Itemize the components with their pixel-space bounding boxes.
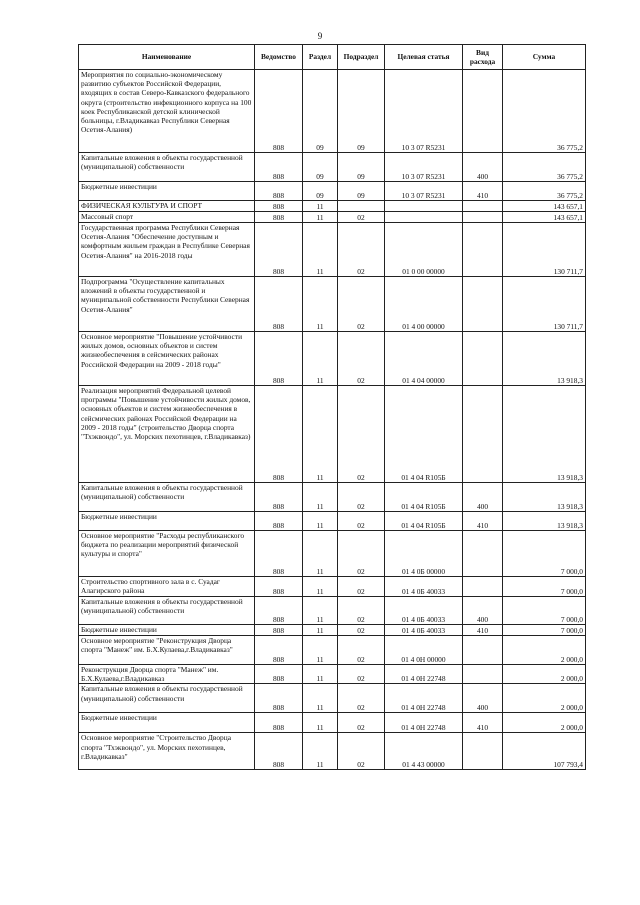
cell-section: 11	[303, 212, 338, 223]
cell-subsection: 09	[338, 153, 385, 182]
cell-department: 808	[255, 665, 303, 684]
cell-subsection: 02	[338, 577, 385, 597]
cell-name: Мероприятия по социально-экономическому развитию субъектов Российской Федерации, входящих в состав Северо-Кавказского федерального округа (строительство инфекционного корпуса на 100 коек Республиканской детской клинической больницы, г.Владикавказ Республики Северная Осетия-Алания)	[79, 70, 255, 153]
cell-subsection: 02	[338, 386, 385, 483]
table-row	[79, 733, 586, 770]
cell-expense-type: 410	[463, 512, 503, 531]
cell-department: 808	[255, 531, 303, 577]
cell-expense-type	[463, 531, 503, 577]
cell-expense-type	[463, 201, 503, 212]
cell-name: ФИЗИЧЕСКАЯ КУЛЬТУРА И СПОРТ	[79, 201, 255, 212]
cell-department: 808	[255, 713, 303, 733]
cell-expense-type: 400	[463, 597, 503, 625]
cell-expense-type: 410	[463, 625, 503, 636]
cell-department: 808	[255, 70, 303, 153]
cell-expense-type	[463, 386, 503, 483]
header-department: Ведомство	[255, 45, 303, 70]
cell-amount: 7 000,0	[503, 625, 586, 636]
cell-subsection: 02	[338, 512, 385, 531]
cell-department: 808	[255, 212, 303, 223]
cell-subsection: 02	[338, 733, 385, 770]
cell-section: 09	[303, 153, 338, 182]
table-row	[79, 70, 586, 153]
cell-section: 11	[303, 483, 338, 512]
cell-expense-type	[463, 70, 503, 153]
cell-target: 01 4 04 00000	[385, 332, 463, 386]
cell-name: Капитальные вложения в объекты государственной (муниципальной) собственности	[79, 597, 255, 625]
cell-section: 09	[303, 70, 338, 153]
cell-subsection: 02	[338, 684, 385, 713]
table-row	[79, 625, 586, 636]
cell-target: 01 4 04 R105Б	[385, 483, 463, 512]
cell-department: 808	[255, 201, 303, 212]
cell-name: Массовый спорт	[79, 212, 255, 223]
cell-target: 01 4 04 R105Б	[385, 386, 463, 483]
cell-subsection	[338, 201, 385, 212]
cell-subsection: 09	[338, 70, 385, 153]
cell-subsection: 02	[338, 665, 385, 684]
cell-target: 01 4 0Н 22748	[385, 684, 463, 713]
cell-name: Реконструкция Дворца спорта "Манеж" им. Б.Х.Кулаева,г.Владикавказ	[79, 665, 255, 684]
cell-expense-type	[463, 332, 503, 386]
cell-subsection: 02	[338, 713, 385, 733]
cell-amount: 36 775,2	[503, 182, 586, 201]
cell-section: 11	[303, 733, 338, 770]
table-row	[79, 201, 586, 212]
cell-name: Строительство спортивного зала в с. Суадаг Алагирского района	[79, 577, 255, 597]
cell-department: 808	[255, 386, 303, 483]
cell-amount: 2 000,0	[503, 636, 586, 665]
cell-department: 808	[255, 182, 303, 201]
cell-section: 11	[303, 512, 338, 531]
cell-section: 11	[303, 684, 338, 713]
cell-section: 11	[303, 531, 338, 577]
cell-subsection: 02	[338, 636, 385, 665]
cell-expense-type	[463, 665, 503, 684]
cell-name: Основное мероприятие "Повышение устойчивости жилых домов, основных объектов и систем жизнеобеспечения в сейсмических районах Российской Федерации на 2009 - 2018 годы"	[79, 332, 255, 386]
cell-expense-type	[463, 636, 503, 665]
cell-section: 11	[303, 625, 338, 636]
cell-amount: 143 657,1	[503, 201, 586, 212]
table-row	[79, 212, 586, 223]
cell-name: Капитальные вложения в объекты государственной (муниципальной) собственности	[79, 483, 255, 512]
cell-expense-type: 400	[463, 684, 503, 713]
table-row	[79, 665, 586, 684]
cell-expense-type	[463, 733, 503, 770]
table-row	[79, 182, 586, 201]
cell-amount: 143 657,1	[503, 212, 586, 223]
table-row	[79, 577, 586, 597]
cell-name: Бюджетные инвестиции	[79, 625, 255, 636]
cell-amount: 7 000,0	[503, 577, 586, 597]
cell-target: 01 4 0Н 00000	[385, 636, 463, 665]
budget-table	[78, 44, 586, 770]
cell-target: 01 4 43 00000	[385, 733, 463, 770]
cell-amount: 130 711,7	[503, 277, 586, 332]
cell-target: 10 3 07 R5231	[385, 153, 463, 182]
cell-section: 11	[303, 223, 338, 277]
cell-target: 01 4 04 R105Б	[385, 512, 463, 531]
table-row	[79, 386, 586, 483]
cell-section: 11	[303, 597, 338, 625]
cell-department: 808	[255, 684, 303, 713]
cell-section: 11	[303, 577, 338, 597]
table-body	[79, 70, 586, 770]
cell-department: 808	[255, 636, 303, 665]
cell-name: Основное мероприятие "Расходы республиканского бюджета по реализации мероприятий физической культуры и спорта"	[79, 531, 255, 577]
table-row	[79, 512, 586, 531]
cell-expense-type: 410	[463, 182, 503, 201]
table-row	[79, 153, 586, 182]
cell-subsection: 09	[338, 182, 385, 201]
cell-section: 09	[303, 182, 338, 201]
cell-name: Реализация мероприятий Федеральной целевой программы "Повышение устойчивости жилых домов, основных объектов и систем жизнеобеспечения в сейсмических районах Российской Федерации на 2009 - 2018 годы" (строительство Дворца спорта "Тхэквондо", ул. Морских пехотинцев, г.Владикавказ)	[79, 386, 255, 483]
cell-subsection: 02	[338, 223, 385, 277]
cell-amount: 2 000,0	[503, 665, 586, 684]
cell-amount: 36 775,2	[503, 153, 586, 182]
cell-target	[385, 212, 463, 223]
cell-name: Основное мероприятие "Реконструкция Дворца спорта "Манеж" им. Б.Х.Кулаева,г.Владикавказ"	[79, 636, 255, 665]
header-section: Раздел	[303, 45, 338, 70]
table-row	[79, 636, 586, 665]
cell-target: 01 4 0Б 40033	[385, 577, 463, 597]
cell-amount: 7 000,0	[503, 597, 586, 625]
cell-target: 01 4 0Б 40033	[385, 597, 463, 625]
cell-section: 11	[303, 332, 338, 386]
cell-name: Бюджетные инвестиции	[79, 182, 255, 201]
cell-department: 808	[255, 223, 303, 277]
header-expense-type: Вид расхода	[463, 45, 503, 70]
cell-section: 11	[303, 386, 338, 483]
cell-expense-type	[463, 212, 503, 223]
cell-department: 808	[255, 332, 303, 386]
page-number: 9	[317, 31, 323, 41]
cell-target: 01 4 0Н 22748	[385, 713, 463, 733]
cell-subsection: 02	[338, 625, 385, 636]
cell-department: 808	[255, 277, 303, 332]
table-row	[79, 597, 586, 625]
cell-subsection: 02	[338, 332, 385, 386]
table-row	[79, 277, 586, 332]
cell-department: 808	[255, 483, 303, 512]
cell-amount: 7 000,0	[503, 531, 586, 577]
cell-subsection: 02	[338, 597, 385, 625]
cell-name: Бюджетные инвестиции	[79, 713, 255, 733]
cell-target: 01 4 0Б 40033	[385, 625, 463, 636]
cell-expense-type	[463, 577, 503, 597]
cell-section: 11	[303, 277, 338, 332]
table-header-row	[79, 45, 586, 70]
cell-target: 01 4 00 00000	[385, 277, 463, 332]
table-row	[79, 713, 586, 733]
cell-target: 01 0 00 00000	[385, 223, 463, 277]
cell-amount: 107 793,4	[503, 733, 586, 770]
cell-section: 11	[303, 636, 338, 665]
cell-target: 10 3 07 R5231	[385, 70, 463, 153]
cell-name: Основное мероприятие "Строительство Дворца спорта "Тхэквондо", ул. Морских пехотинцев, г.Владикавказ"	[79, 733, 255, 770]
table-row	[79, 531, 586, 577]
cell-subsection: 02	[338, 212, 385, 223]
cell-amount: 36 775,2	[503, 70, 586, 153]
cell-department: 808	[255, 733, 303, 770]
cell-name: Подпрограмма "Осуществление капитальных вложений в объекты государственной и муниципальной собственности Республики Северная Осетия-Алания"	[79, 277, 255, 332]
cell-department: 808	[255, 625, 303, 636]
cell-section: 11	[303, 665, 338, 684]
cell-amount: 13 918,3	[503, 512, 586, 531]
table-row	[79, 684, 586, 713]
cell-amount: 2 000,0	[503, 684, 586, 713]
header-amount: Сумма	[503, 45, 586, 70]
cell-target	[385, 201, 463, 212]
cell-section: 11	[303, 713, 338, 733]
cell-name: Бюджетные инвестиции	[79, 512, 255, 531]
header-name: Наименование	[79, 45, 255, 70]
cell-expense-type: 400	[463, 153, 503, 182]
cell-name: Государственная программа Республики Северная Осетия-Алания "Обеспечение доступным и комфортным жильем граждан в Республике Северная Осетия-Алания" на 2016-2018 годы	[79, 223, 255, 277]
cell-target: 01 4 0Б 00000	[385, 531, 463, 577]
cell-name: Капитальные вложения в объекты государственной (муниципальной) собственности	[79, 153, 255, 182]
cell-amount: 13 918,3	[503, 386, 586, 483]
table-row	[79, 223, 586, 277]
cell-subsection: 02	[338, 531, 385, 577]
cell-department: 808	[255, 512, 303, 531]
cell-amount: 130 711,7	[503, 223, 586, 277]
header-target: Целевая статья	[385, 45, 463, 70]
table-row	[79, 483, 586, 512]
cell-department: 808	[255, 597, 303, 625]
cell-amount: 2 000,0	[503, 713, 586, 733]
cell-expense-type	[463, 277, 503, 332]
cell-amount: 13 918,3	[503, 483, 586, 512]
cell-expense-type: 410	[463, 713, 503, 733]
cell-amount: 13 918,3	[503, 332, 586, 386]
cell-name: Капитальные вложения в объекты государственной (муниципальной) собственности	[79, 684, 255, 713]
cell-subsection: 02	[338, 483, 385, 512]
cell-target: 10 3 07 R5231	[385, 182, 463, 201]
cell-expense-type: 400	[463, 483, 503, 512]
header-subsection: Подраздел	[338, 45, 385, 70]
cell-department: 808	[255, 577, 303, 597]
table-row	[79, 332, 586, 386]
cell-subsection: 02	[338, 277, 385, 332]
cell-section: 11	[303, 201, 338, 212]
cell-department: 808	[255, 153, 303, 182]
cell-target: 01 4 0Н 22748	[385, 665, 463, 684]
cell-expense-type	[463, 223, 503, 277]
